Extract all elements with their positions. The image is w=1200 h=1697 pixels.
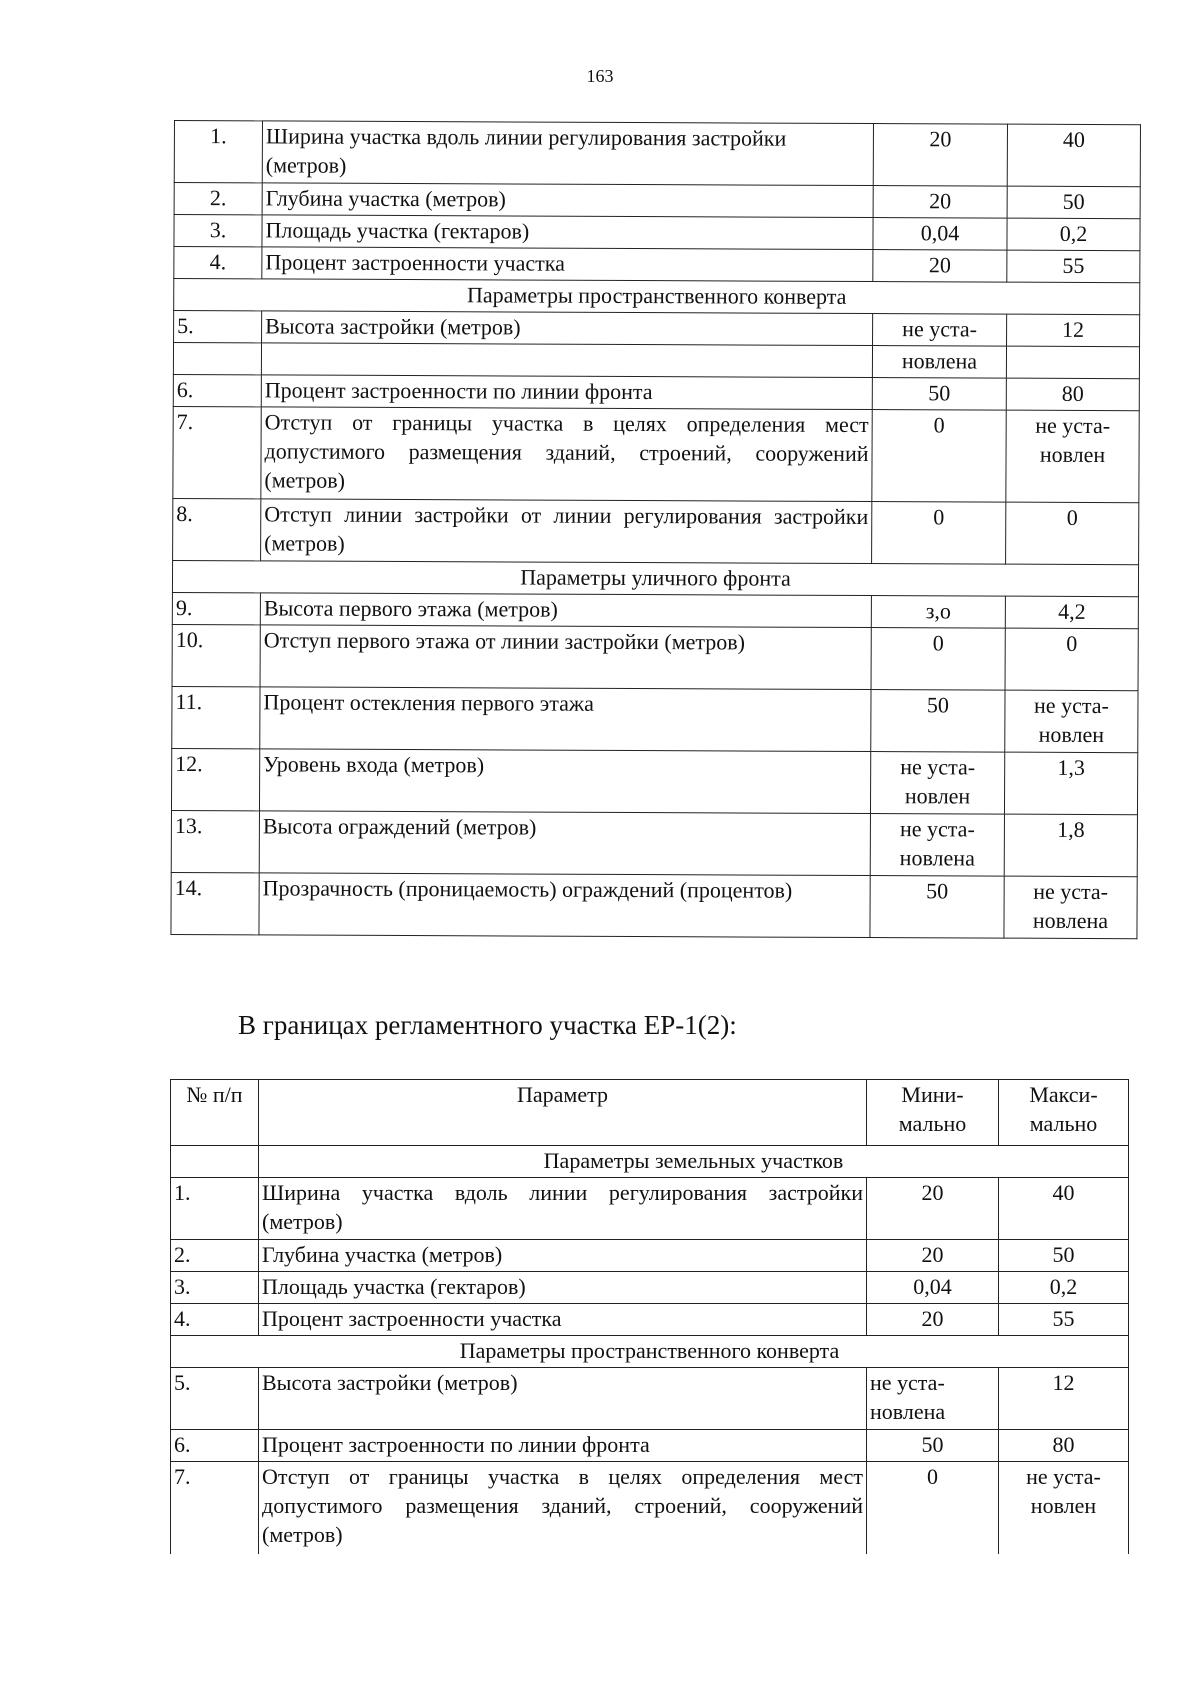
row-number: 7. bbox=[173, 406, 261, 498]
min-value: 20 bbox=[873, 124, 1007, 187]
parameters-table-1 bbox=[170, 120, 1141, 939]
parameter-name: Ширина участка вдоль линии регулирования застройки (метров) bbox=[262, 121, 873, 186]
header-min: Мини- мально bbox=[867, 1080, 999, 1146]
max-value: не уста- новлен bbox=[1006, 410, 1139, 503]
parameter-name: Высота застройки (метров) bbox=[262, 311, 873, 346]
row-number: 2. bbox=[171, 1240, 259, 1272]
row-number: 2. bbox=[174, 183, 262, 215]
min-value: 20 bbox=[873, 186, 1007, 219]
max-value: 4,2 bbox=[1005, 596, 1138, 629]
table-row bbox=[171, 810, 1137, 876]
table-row bbox=[174, 183, 1140, 219]
section-row bbox=[174, 279, 1140, 315]
section-title: Параметры пространственного конверта bbox=[171, 1336, 1129, 1368]
parameter-name bbox=[261, 343, 872, 378]
table-row bbox=[172, 686, 1138, 752]
row-number: 3. bbox=[174, 215, 262, 247]
section-spacer bbox=[171, 1146, 259, 1178]
page-number: 163 bbox=[586, 66, 614, 86]
parameter-name: Высота ограждений (метров) bbox=[259, 811, 870, 876]
table-header-row bbox=[171, 1080, 1129, 1146]
header-number: № п/п bbox=[171, 1080, 259, 1146]
row-number: 1. bbox=[174, 121, 262, 183]
max-value: не уста- новлен bbox=[999, 1462, 1129, 1554]
min-value: 0 bbox=[867, 1462, 999, 1554]
table-row bbox=[174, 311, 1140, 347]
row-number: 5. bbox=[174, 311, 262, 343]
section-title: Параметры уличного фронта bbox=[172, 560, 1138, 596]
min-value: 20 bbox=[873, 250, 1007, 283]
table-row bbox=[174, 247, 1140, 283]
parameter-name: Уровень входа (метров) bbox=[259, 749, 870, 814]
max-value: 0,2 bbox=[1007, 218, 1140, 251]
max-value: 0 bbox=[1006, 502, 1139, 565]
table-row bbox=[171, 1462, 1129, 1554]
min-value: 0 bbox=[872, 410, 1006, 503]
row-number: 1. bbox=[171, 1178, 259, 1240]
row-number: 3. bbox=[171, 1272, 259, 1304]
max-value: 55 bbox=[1007, 250, 1140, 283]
max-value: 12 bbox=[1007, 314, 1140, 347]
parameter-name: Отступ от границы участка в целях определения мест допустимого размещения зданий, строений, сооружений (метров) bbox=[259, 1462, 867, 1554]
min-value: 20 bbox=[867, 1178, 999, 1240]
max-value: 50 bbox=[999, 1240, 1129, 1272]
table-row bbox=[173, 374, 1139, 410]
table-row bbox=[173, 343, 1139, 379]
min-value: 20 bbox=[867, 1240, 999, 1272]
parameter-name: Ширина участка вдоль линии регулирования застройки (метров) bbox=[259, 1178, 867, 1240]
table-row bbox=[171, 872, 1137, 938]
table-row bbox=[174, 121, 1140, 187]
parameter-name: Высота застройки (метров) bbox=[259, 1368, 867, 1430]
max-value: 80 bbox=[1006, 378, 1139, 411]
max-value: 0 bbox=[1005, 628, 1138, 691]
min-value: 0 bbox=[871, 628, 1005, 691]
parameter-name: Процент застроенности участка bbox=[262, 247, 873, 282]
max-value: 40 bbox=[999, 1178, 1129, 1240]
max-value: 40 bbox=[1007, 124, 1140, 187]
min-value: 50 bbox=[870, 876, 1004, 939]
min-value: 0,04 bbox=[873, 218, 1007, 251]
parameter-name: Глубина участка (метров) bbox=[259, 1240, 867, 1272]
section-title: Параметры земельных участков bbox=[259, 1146, 1129, 1178]
max-value: 12 bbox=[999, 1368, 1129, 1430]
table-row bbox=[174, 215, 1140, 251]
parameter-name: Отступ линии застройки от линии регулирования застройки (метров) bbox=[261, 499, 872, 564]
table-row bbox=[171, 1430, 1129, 1462]
table-row bbox=[172, 592, 1138, 628]
parameter-name: Высота первого этажа (метров) bbox=[260, 593, 871, 628]
section-row bbox=[171, 1336, 1129, 1368]
table-row bbox=[171, 1272, 1129, 1304]
parameter-name: Площадь участка (гектаров) bbox=[259, 1272, 867, 1304]
max-value bbox=[1006, 346, 1139, 379]
row-number: 6. bbox=[173, 374, 261, 406]
row-number bbox=[173, 343, 261, 375]
row-number: 12. bbox=[171, 748, 259, 810]
section-row bbox=[171, 1146, 1129, 1178]
row-number: 4. bbox=[174, 247, 262, 279]
row-number: 14. bbox=[171, 872, 259, 934]
min-value: з,о bbox=[871, 596, 1005, 629]
min-value: 50 bbox=[871, 690, 1005, 753]
parameter-name: Прозрачность (проницаемость) ограждений (процентов) bbox=[259, 873, 870, 938]
min-value: не уста- bbox=[873, 314, 1007, 347]
header-parameter: Параметр bbox=[259, 1080, 867, 1146]
parameter-name: Отступ от границы участка в целях определения мест допустимого размещения зданий, строений, сооружений (метров) bbox=[261, 407, 872, 502]
parameter-name: Процент застроенности участка bbox=[259, 1304, 867, 1336]
header-max: Макси- мально bbox=[999, 1080, 1129, 1146]
min-value: 50 bbox=[872, 378, 1006, 411]
table-row bbox=[171, 1240, 1129, 1272]
row-number: 8. bbox=[173, 498, 261, 560]
row-number: 9. bbox=[172, 592, 260, 624]
min-value: не уста- новлен bbox=[870, 752, 1004, 815]
parameter-name: Процент застроенности по линии фронта bbox=[259, 1430, 867, 1462]
parameter-name: Процент застроенности по линии фронта bbox=[261, 375, 872, 410]
max-value: не уста- новлен bbox=[1005, 690, 1138, 753]
row-number: 7. bbox=[171, 1462, 259, 1554]
section-caption: В границах регламентного участка ЕР-1(2): bbox=[238, 1010, 737, 1040]
parameters-table-2 bbox=[170, 1079, 1129, 1554]
parameter-name: Глубина участка (метров) bbox=[262, 183, 873, 218]
row-number: 13. bbox=[171, 810, 259, 872]
row-number: 5. bbox=[171, 1368, 259, 1430]
min-value: не уста- новлена bbox=[867, 1368, 999, 1430]
min-value: 20 bbox=[867, 1304, 999, 1336]
table-row bbox=[172, 624, 1138, 690]
max-value: 1,3 bbox=[1004, 752, 1137, 815]
table-row bbox=[171, 748, 1137, 814]
row-number: 4. bbox=[171, 1304, 259, 1336]
min-value: 0 bbox=[872, 502, 1006, 565]
row-number: 10. bbox=[172, 624, 260, 686]
max-value: 55 bbox=[999, 1304, 1129, 1336]
min-value: 0,04 bbox=[867, 1272, 999, 1304]
table-row bbox=[171, 1178, 1129, 1240]
min-value: новлена bbox=[872, 346, 1006, 379]
table-row bbox=[171, 1304, 1129, 1336]
parameter-name: Отступ первого этажа от линии застройки (метров) bbox=[260, 625, 871, 690]
row-number: 11. bbox=[172, 686, 260, 748]
table-row bbox=[173, 498, 1139, 564]
max-value: 1,8 bbox=[1004, 814, 1137, 877]
section-row bbox=[172, 560, 1138, 596]
max-value: 50 bbox=[1007, 186, 1140, 219]
section-title: Параметры пространственного конверта bbox=[174, 279, 1140, 315]
max-value: 80 bbox=[999, 1430, 1129, 1462]
table-row bbox=[173, 406, 1139, 502]
parameter-name: Площадь участка (гектаров) bbox=[262, 215, 873, 250]
max-value: не уста- новлена bbox=[1004, 876, 1137, 939]
min-value: 50 bbox=[867, 1430, 999, 1462]
table-row bbox=[171, 1368, 1129, 1430]
parameter-name: Процент остекления первого этажа bbox=[260, 687, 871, 752]
min-value: не уста- новлена bbox=[870, 814, 1004, 877]
max-value: 0,2 bbox=[999, 1272, 1129, 1304]
row-number: 6. bbox=[171, 1430, 259, 1462]
